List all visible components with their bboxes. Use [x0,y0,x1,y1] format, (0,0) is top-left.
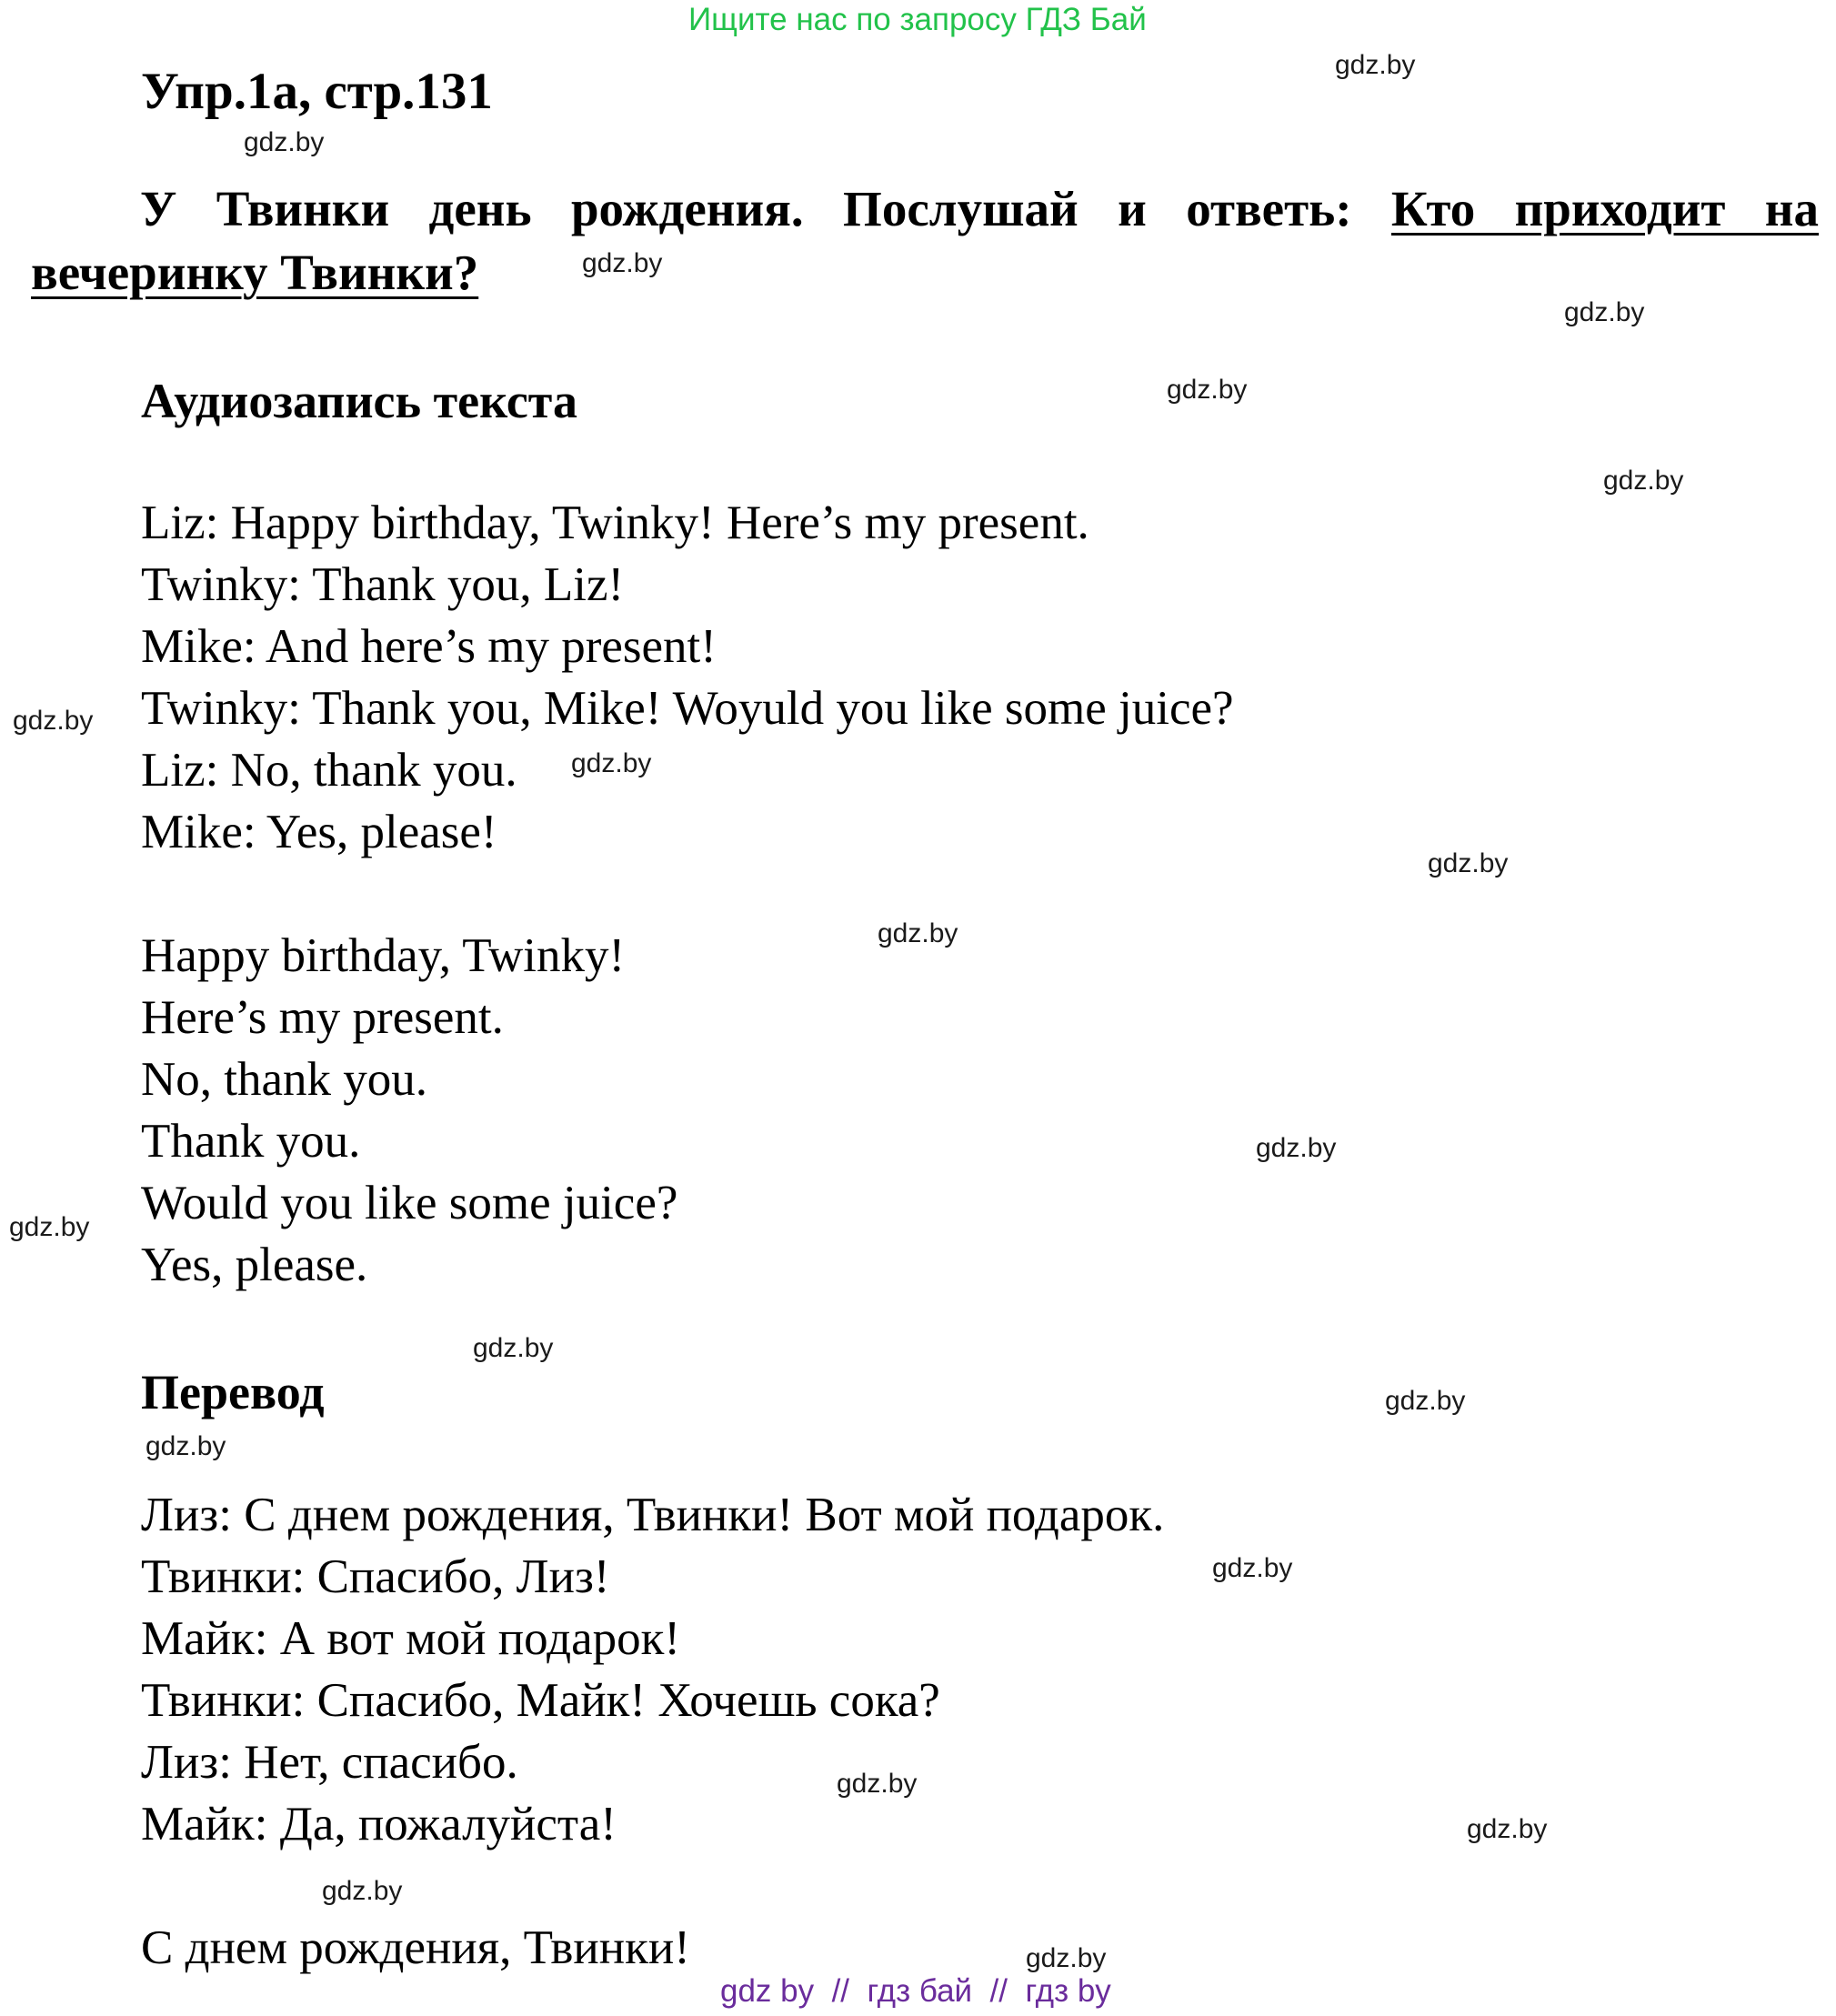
watermark: gdz.by [1603,466,1684,496]
translation-heading: Перевод [141,1365,325,1419]
audio-phrase: Here’s my present. [141,991,504,1044]
audio-phrase: Would you like some juice? [141,1177,678,1229]
exercise-title: Упр.1а, стр.131 [141,63,493,120]
audio-dialogue-line: Liz: No, thank you. [141,744,517,797]
watermark: gdz.by [1167,375,1248,405]
audio-dialogue-line: Mike: Yes, please! [141,806,497,858]
watermark: gdz.by [1564,297,1645,327]
audio-phrase: Happy birthday, Twinky! [141,929,626,982]
task-question: Кто приходит на вечеринку Твинки? [31,181,1819,300]
translation-dialogue-line: Лиз: Нет, спасибо. [141,1736,518,1789]
translation-phrase: С днем рождения, Твинки! [141,1921,690,1974]
watermark: gdz.by [1428,848,1509,878]
translation-dialogue-line: Майк: Да, пожалуйста! [141,1798,617,1851]
watermark: gdz.by [473,1333,554,1363]
watermark: gdz.by [244,127,325,157]
watermark: gdz.by [145,1431,226,1461]
watermark: gdz.by [13,706,94,736]
watermark: gdz.by [322,1876,403,1906]
audio-dialogue-line: Twinky: Thank you, Liz! [141,558,625,611]
translation-dialogue-line: Твинки: Спасибо, Лиз! [141,1550,610,1603]
watermark: gdz.by [1385,1386,1466,1416]
watermark: gdz.by [571,748,652,778]
translation-dialogue-line: Майк: А вот мой подарок! [141,1612,681,1665]
audio-phrase: No, thank you. [141,1053,428,1106]
watermark: gdz.by [878,918,958,948]
watermark: gdz.by [1335,50,1416,80]
audio-phrase: Yes, please. [141,1239,368,1291]
task-instruction [31,177,1819,305]
task-text: У Твинки день рождения. Послушай и ответь: [140,181,1391,236]
watermark: gdz.by [1256,1133,1337,1163]
watermark: gdz.by [1212,1553,1293,1583]
audio-dialogue-line: Mike: And here’s my present! [141,620,717,673]
watermark: gdz.by [837,1769,918,1799]
audio-phrase: Thank you. [141,1115,361,1168]
watermark: gdz.by [9,1212,90,1242]
search-banner: Ищите нас по запросу ГДЗ Бай [688,2,1147,37]
watermark: gdz.by [582,248,663,278]
audio-dialogue-line: Liz: Happy birthday, Twinky! Here’s my present. [141,496,1089,549]
audio-heading: Аудиозапись текста [141,374,577,428]
translation-dialogue-line: Лиз: С днем рождения, Твинки! Вот мой подарок. [141,1489,1165,1541]
translation-dialogue-line: Твинки: Спасибо, Майк! Хочешь сока? [141,1674,940,1727]
watermark: gdz.by [1026,1943,1107,1973]
watermark: gdz.by [1467,1814,1548,1844]
footer-links: gdz by // гдз бай // гдз by [720,1973,1111,2009]
audio-dialogue-line: Twinky: Thank you, Mike! Woyuld you like some juice? [141,682,1234,735]
